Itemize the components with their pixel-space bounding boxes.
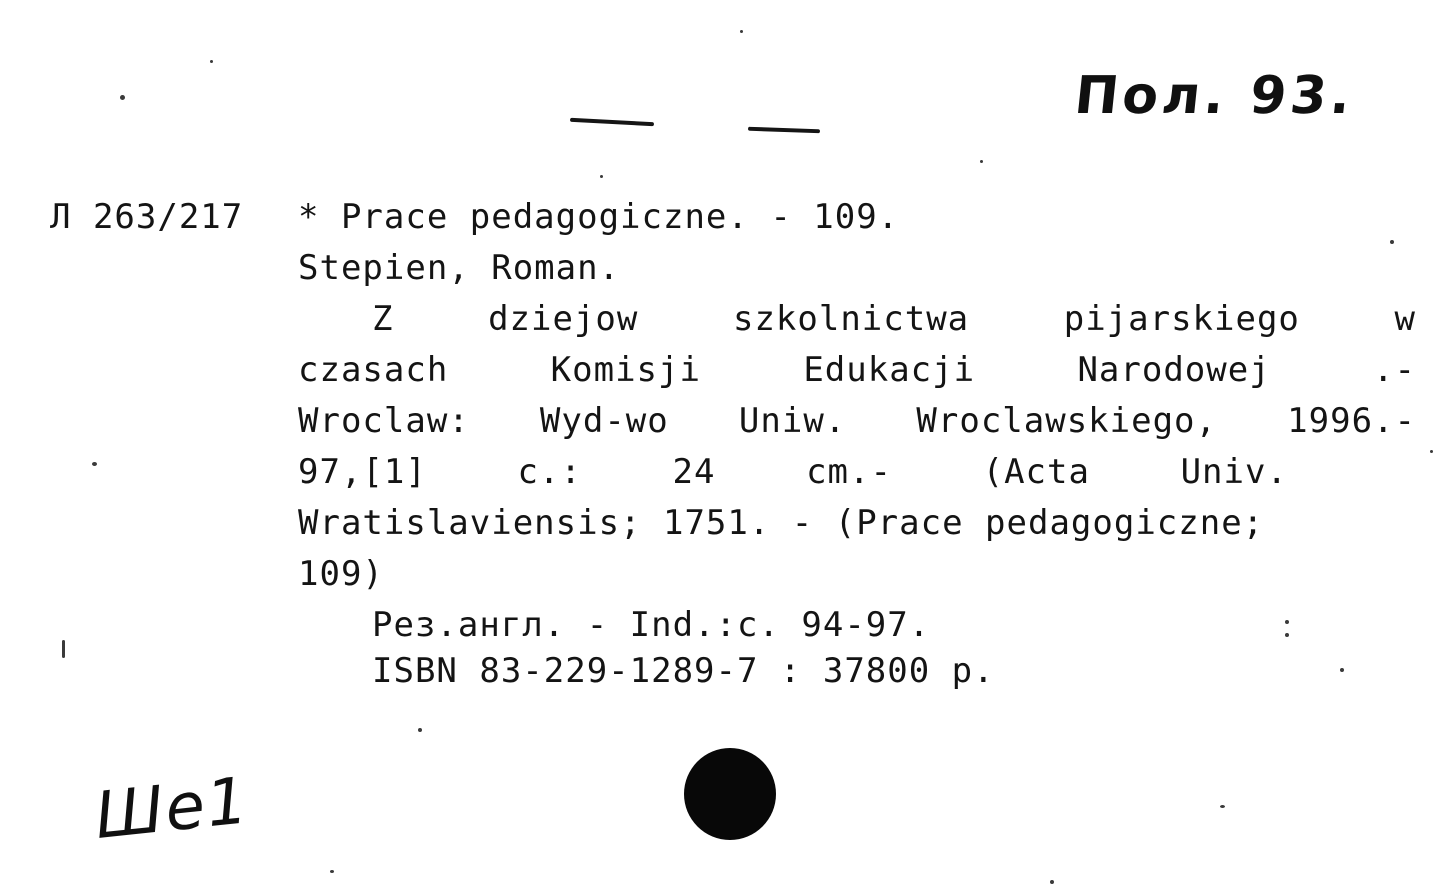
word: w (1394, 299, 1416, 339)
word: Univ. (1180, 452, 1288, 492)
word: Narodowej (1077, 350, 1271, 390)
handwritten-code-mark: Ше1 (91, 764, 253, 854)
word: czasach (298, 350, 449, 390)
word: 1996.- (1287, 401, 1416, 441)
title-line-6: 109) (298, 554, 384, 594)
speck (1390, 240, 1394, 244)
word: Edukacji (803, 350, 976, 390)
speck (330, 870, 334, 873)
handwritten-classification-mark: Пол. 93. (1071, 66, 1358, 126)
dash-mark-left (570, 118, 654, 126)
speck (1220, 805, 1225, 808)
title-line-1 (372, 294, 1416, 345)
speck (92, 462, 97, 466)
author-line: Stepien, Roman. (298, 248, 621, 288)
speck (210, 60, 213, 63)
title-line-5: Wratislaviensis; 1751. - (Prace pedagogiczne; (298, 503, 1265, 543)
word: szkolnictwa (732, 299, 970, 339)
speck (740, 30, 743, 33)
word: .- (1373, 350, 1416, 390)
title-line-2 (298, 345, 1416, 396)
word: pijarskiego (1063, 299, 1300, 339)
word: cm.- (806, 452, 892, 492)
speck (1285, 620, 1289, 624)
shelf-mark: Л 263/217 (50, 197, 244, 237)
speck (62, 640, 65, 658)
speck (1430, 450, 1433, 453)
word: 24 (672, 452, 716, 492)
black-dot-mark (684, 748, 776, 840)
word: (Acta (982, 452, 1090, 492)
word: c.: (517, 452, 582, 492)
word: Z (372, 299, 394, 339)
word: Wyd-wo (539, 401, 669, 441)
word: Wroclawskiego, (916, 401, 1217, 441)
speck (1285, 633, 1289, 637)
word: Wroclaw: (298, 401, 470, 441)
word: 97,[1] (298, 452, 427, 492)
speck (1340, 668, 1344, 672)
word: Uniw. (738, 401, 847, 441)
dash-mark-right (748, 127, 820, 134)
series-line: * Prace pedagogiczne. - 109. (298, 197, 900, 237)
title-line-3 (298, 396, 1416, 447)
title-line-4 (298, 447, 1288, 498)
speck (1050, 880, 1054, 884)
speck (600, 175, 603, 178)
speck (120, 95, 125, 100)
word: dziejow (488, 299, 639, 339)
note-line: Рез.англ. - Ind.:c. 94-97. (372, 605, 931, 645)
isbn-line: ISBN 83-229-1289-7 : 37800 р. (372, 651, 995, 691)
speck (418, 728, 422, 732)
word: Komisji (550, 350, 701, 390)
speck (980, 160, 983, 163)
